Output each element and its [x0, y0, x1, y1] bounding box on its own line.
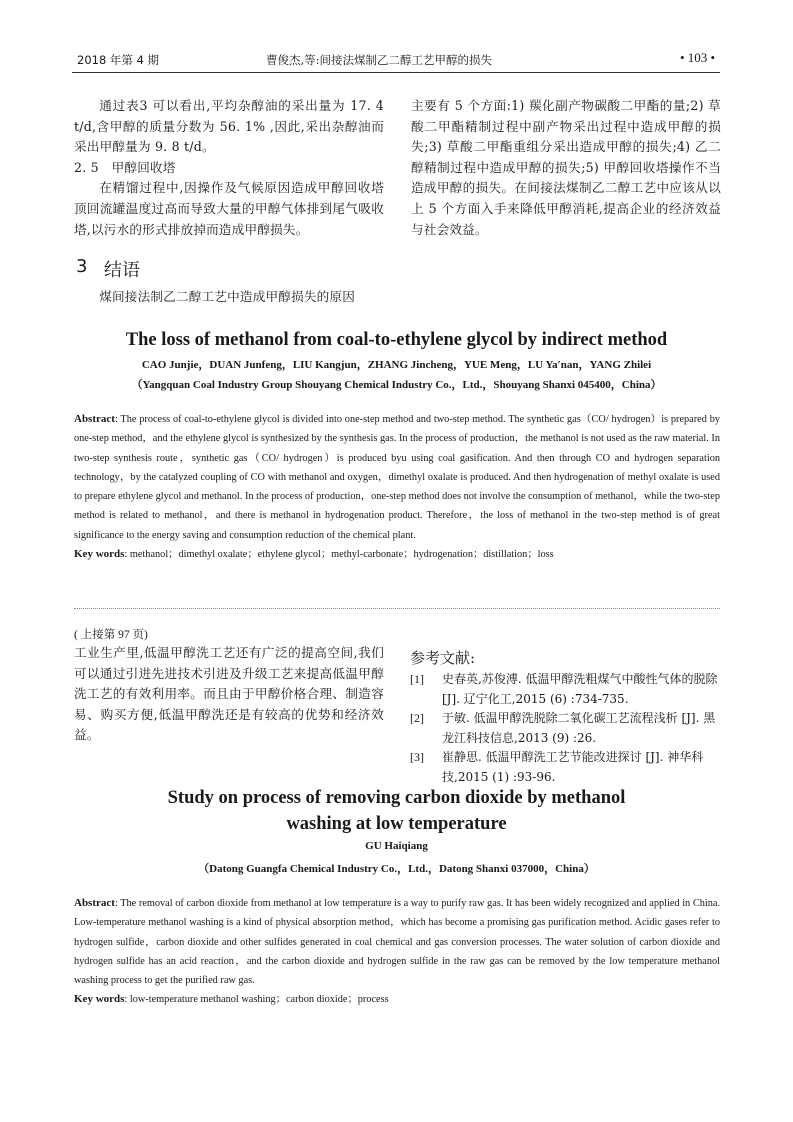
keywords-label: Key words [74, 993, 125, 1006]
english-title-line1: Study on process of removing carbon dioxide by methanol [167, 788, 626, 808]
article2-left-column [74, 643, 384, 746]
section-title: 结语 [104, 260, 140, 281]
body-paragraph: 主要有 5 个方面:1) 羰化副产物碳酸二甲酯的量;2) 草酸二甲酯精制过程中副产物采出过程中造成甲醇的损失;3) 草酸二甲酯重组分采出造成甲醇的损失;4) 乙二醇精制过程中造成甲醇的损失;5) 甲醇回收塔操作不当造成甲醇的损失。在间接法煤制乙二醇工艺中应该从以上 5 个方面入手来降低甲醇消耗,提高企业的经济效益与社会效益。 [411, 98, 721, 237]
abstract-text: : The process of coal-to-ethylene glycol is divided into one-step method and two-step method. The synthetic gas（CO/ hydrogen）is prepared by one-step method，and the ethylene glycol is synthesized by the synthesis gas. In the process of production，the methanol is not used as the raw material. In two-step synthesis route，synthetic gas（CO/ hydrogen）is produced byu using coal gasification. And then through CO and hydrogen separation technology，by the catalyzed coupling of CO with methanol and oxygen，dimethyl oxalate is produced. And then hydrogenation of methyl oxalate is used to prepare ethylene glycol and methanol. In the process of production，one-step method does not involve the consumption of methanol，while the two-step method is related to methanol，and there is methanol in hydrogenation product. Therefore，the loss of methanol in the two-step method is of great significance to the energy saving and consumption reduction of the chemical plant. [74, 414, 720, 541]
references-list [410, 670, 722, 787]
article1-conclusion [74, 287, 384, 308]
english-affiliation: （Datong Guangfa Chemical Industry Co.，Ltd.，Datong Shanxi 037000，China） [198, 863, 595, 875]
english-affiliation: （Yangquan Coal Industry Group Shouyang Chemical Industry Co.，Ltd.，Shouyang Shanxi 045400，China） [131, 379, 662, 391]
reference-text: 史春英,苏俊溥. 低温甲醇洗粗煤气中酸性气体的脱除[J]. 辽宁化工,2015 (6) :734-735. [442, 672, 718, 706]
body-paragraph: 通过表3 可以看出,平均杂醇油的采出量为 17. 4 t/d,含甲醇的质量分数为 56. 1% ,因此,采出杂醇油而采出甲醇量为 9. 8 t/d。 [74, 98, 384, 155]
english-title-line2: washing at low temperature [286, 814, 507, 834]
reference-number: [3] [410, 750, 424, 764]
running-title: 曹俊杰,等:间接法煤制乙二醇工艺甲醇的损失 [266, 53, 493, 67]
reference-text: 崔静思. 低温甲醇洗工艺节能改进探讨 [J]. 神华科技,2015 (1) :93-96. [442, 750, 704, 784]
body-paragraph: 煤间接法制乙二醇工艺中造成甲醇损失的原因 [99, 289, 356, 304]
keywords-text: : methanol；dimethyl oxalate；ethylene glycol；methyl-carbonate；hydrogenation；distillation；loss [124, 549, 554, 561]
body-paragraph: 在精馏过程中,因操作及气候原因造成甲醇回收塔顶回流罐温度过高而导致大量的甲醇气体排到尾气吸收塔,以污水的形式排放掉而造成甲醇损失。 [74, 180, 384, 237]
abstract-text: : The removal of carbon dioxide from methanol at low temperature is a way to purify raw gas. It has been widely recognized and applied in China. Low-temperature methanol washing is a kind of physical absorption method，which has become a promising gas purification method. Acidic gases refer to hydrogen sulfide，carbon dioxide and other sulfides generated in coal chemical and gas conversion processes. The water solution of carbon dioxide and hydrogen sulfide has an acid reaction，and the carbon dioxide and hydrogen sulfide in the raw gas can be removed by the low temperature methanol washing process to get the purified raw gas. [74, 898, 720, 987]
continued-from-note: ( 上接第 97 页) [74, 629, 148, 641]
reference-item [410, 748, 722, 787]
reference-number: [1] [410, 672, 424, 686]
subsection-heading: 2. 5 甲醇回收塔 [74, 159, 176, 175]
article1-right-column [411, 96, 721, 240]
abstract-label: Abstract [74, 413, 115, 425]
english-abstract [74, 410, 720, 564]
journal-issue: 2018 年第 4 期 [77, 53, 160, 67]
article-separator [74, 608, 720, 609]
section-number: 3 [76, 256, 88, 277]
header-rule [72, 72, 720, 73]
keywords-label: Key words [74, 548, 125, 561]
article1-left-column [74, 96, 384, 240]
english-authors: CAO Junjie，DUAN Junfeng，LIU Kangjun，ZHANG Jincheng，YUE Meng，LU Ya′nan，YANG Zhilei [141, 359, 652, 371]
keywords-text: : low-temperature methanol washing；carbon dioxide；process [124, 994, 389, 1006]
english-author: GU Haiqiang [365, 840, 428, 852]
body-paragraph: 工业生产里,低温甲醇洗工艺还有广泛的提高空间,我们可以通过引进先进技术引进及升级工艺来提高低温甲醇洗工艺的有效利用率。而且由于甲醇价格合理、制造容易、购买方便,低温甲醇洗还是有较高的优势和经济效益。 [74, 645, 384, 743]
reference-text: 于敏. 低温甲醇洗脱除二氧化碳工艺流程浅析 [J]. 黑龙江科技信息,2013 (9) :26. [442, 711, 716, 745]
reference-number: [2] [410, 711, 424, 725]
english-abstract [74, 894, 720, 1010]
references-heading: 参考文献: [410, 649, 476, 667]
abstract-label: Abstract [74, 897, 115, 909]
english-title: The loss of methanol from coal-to-ethylene glycol by indirect method [125, 330, 668, 350]
reference-item [410, 670, 722, 709]
reference-item [410, 709, 722, 748]
page-number: • 103 • [680, 50, 716, 65]
